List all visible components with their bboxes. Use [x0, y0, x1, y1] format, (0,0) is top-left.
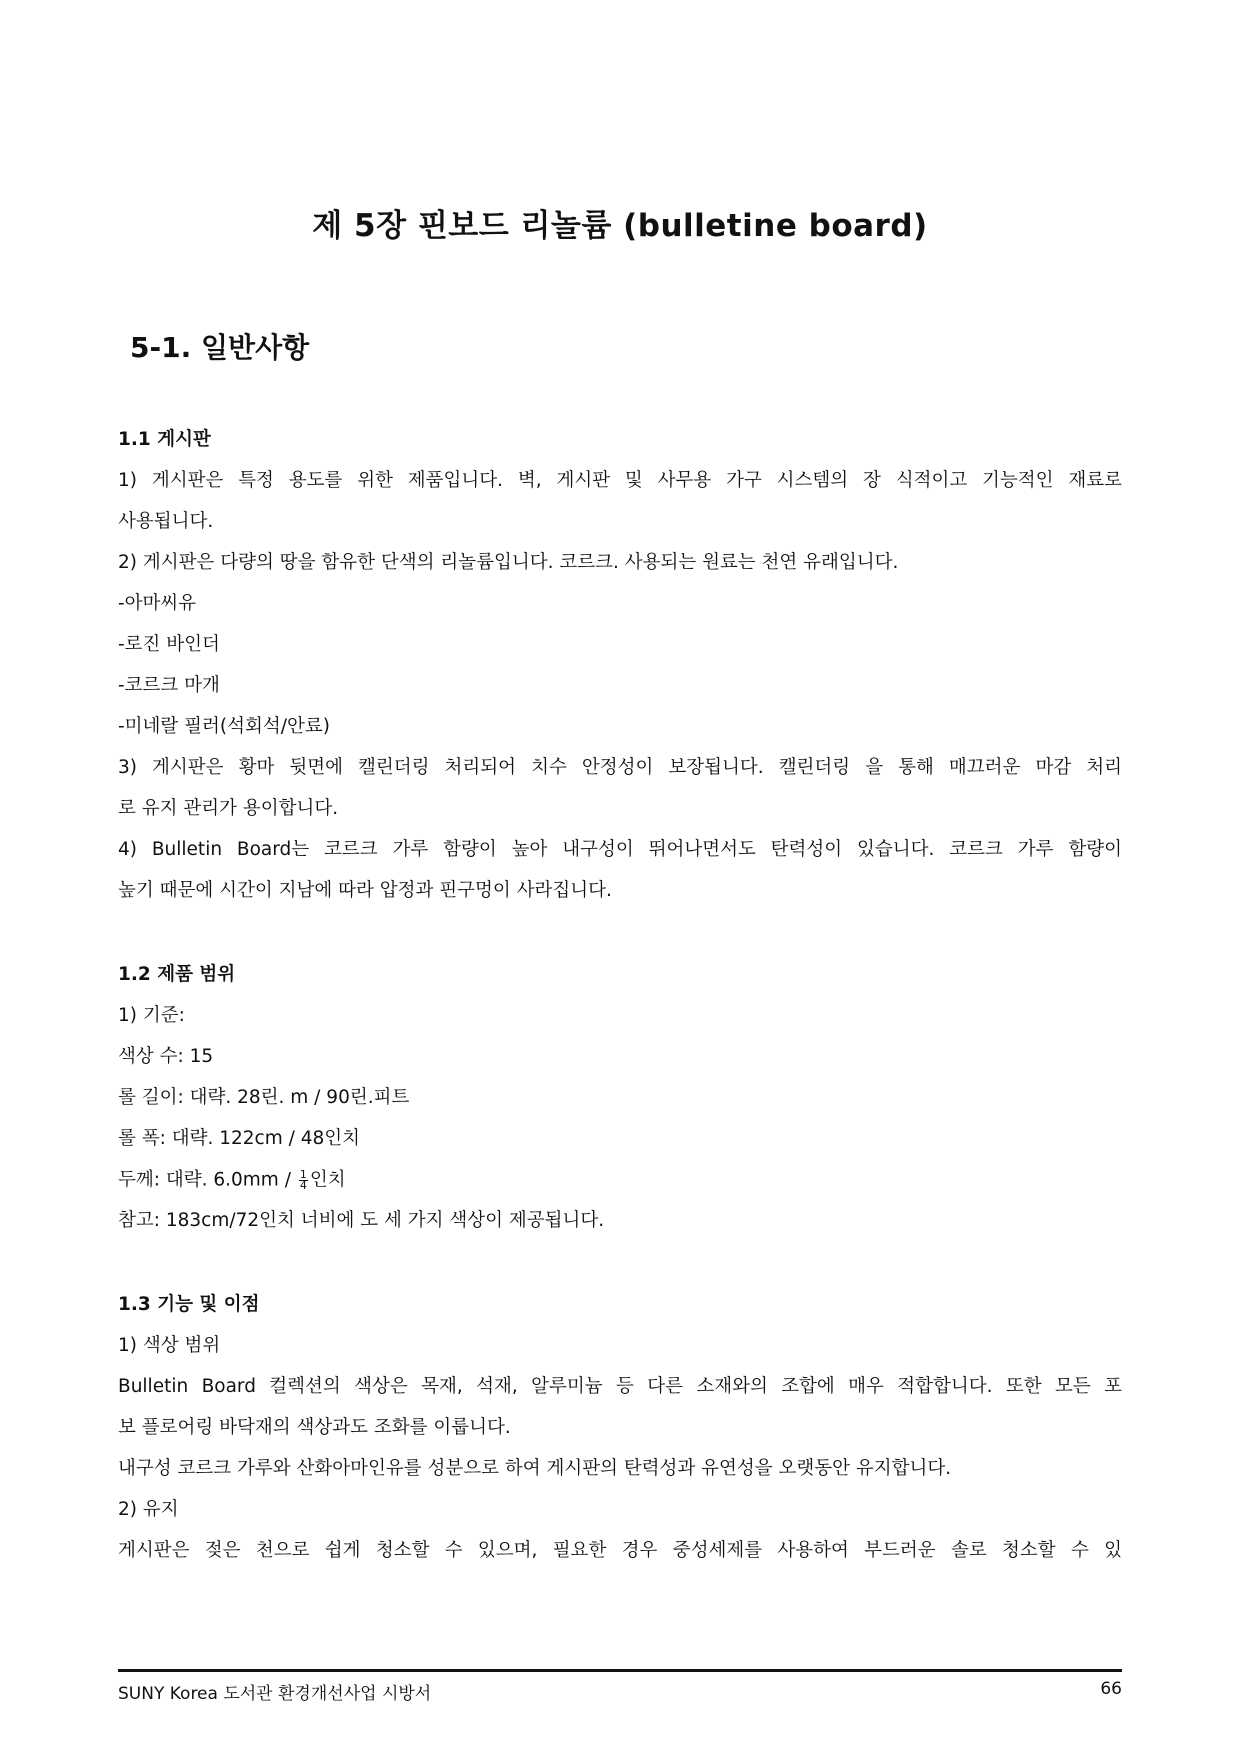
spec-colors: 색상 수: 15 [118, 1046, 214, 1067]
subsection-heading-1-3: 1.3 기능 및 이점 [118, 1294, 260, 1315]
paragraph-4-line-2: 높기 때문에 시간이 지남에 따라 압정과 핀구멍이 사라집니다. [118, 880, 612, 901]
spec-note: 참고: 183cm/72인치 너비에 도 세 가지 색상이 제공됩니다. [118, 1210, 605, 1231]
spec-roll-width: 롤 폭: 대략. 122cm / 48인치 [118, 1128, 361, 1149]
list-item: -미네랄 필러(석회석/안료) [118, 716, 330, 737]
feature-1-label: 1) 색상 범위 [118, 1335, 221, 1356]
thickness-fraction [299, 1170, 308, 1191]
paragraph-1-line-1: 1) 게시판은 특정 용도를 위한 제품입니다. 벽, 게시판 및 사무용 가구 시스템의 장 식적이고 기능적인 재료로 [118, 470, 1122, 491]
subsection-heading-1-1: 1.1 게시판 [118, 429, 211, 450]
fraction-denominator: 4 [299, 1179, 307, 1192]
spec-thickness-suffix: 인치 [309, 1169, 346, 1191]
feature-1-line-3: 내구성 코르크 가루와 산화아마인유를 성분으로 하여 게시판의 탄력성과 유연성을 오랫동안 유지합니다. [118, 1458, 952, 1479]
paragraph-3-line-1: 3) 게시판은 황마 뒷면에 캘린더링 처리되어 치수 안정성이 보장됩니다. 캘린더링 을 통해 매끄러운 마감 처리 [118, 757, 1122, 778]
paragraph-2: 2) 게시판은 다량의 땅을 함유한 단색의 리놀륨입니다. 코르크. 사용되는 원료는 천연 유래입니다. [118, 552, 899, 573]
footer-document-name: SUNY Korea 도서관 환경개선사업 시방서 [118, 1684, 432, 1704]
spec-thickness [118, 1170, 1122, 1191]
feature-2-label: 2) 유지 [118, 1499, 179, 1520]
page-title: 제 5장 핀보드 리놀륨 (bulletine board) [312, 208, 928, 244]
section-heading: 5-1. 일반사항 [130, 331, 310, 364]
feature-1-line-2: 보 플로어링 바닥재의 색상과도 조화를 이룹니다. [118, 1417, 511, 1438]
paragraph-4-line-1: 4) Bulletin Board는 코르크 가루 함량이 높아 내구성이 뛰어나면서도 탄력성이 있습니다. 코르크 가루 함량이 [118, 839, 1122, 860]
paragraph-1-line-2: 사용됩니다. [118, 511, 214, 532]
subsection-heading-1-2: 1.2 제품 범위 [118, 964, 236, 985]
spec-roll-length: 롤 길이: 대략. 28린. m / 90린.피트 [118, 1087, 410, 1108]
feature-1-line-1: Bulletin Board 컬렉션의 색상은 목재, 석재, 알루미늄 등 다른 소재와의 조합에 매우 적합합니다. 또한 모든 포 [118, 1376, 1122, 1397]
list-item: -로진 바인더 [118, 634, 220, 655]
fraction-numerator: 1 [299, 1168, 307, 1181]
footer-page-number: 66 [1100, 1679, 1122, 1699]
list-item: -아마씨유 [118, 593, 197, 614]
paragraph-3-line-2: 로 유지 관리가 용이합니다. [118, 798, 339, 819]
spec-label: 1) 기준: [118, 1005, 185, 1026]
footer-divider [118, 1669, 1122, 1672]
spec-thickness-prefix: 두께: 대략. 6.0mm / [118, 1169, 297, 1191]
feature-2-line-1: 게시판은 젖은 천으로 쉽게 청소할 수 있으며, 필요한 경우 중성세제를 사용하여 부드러운 솔로 청소할 수 있 [118, 1540, 1122, 1561]
list-item: -코르크 마개 [118, 675, 220, 696]
